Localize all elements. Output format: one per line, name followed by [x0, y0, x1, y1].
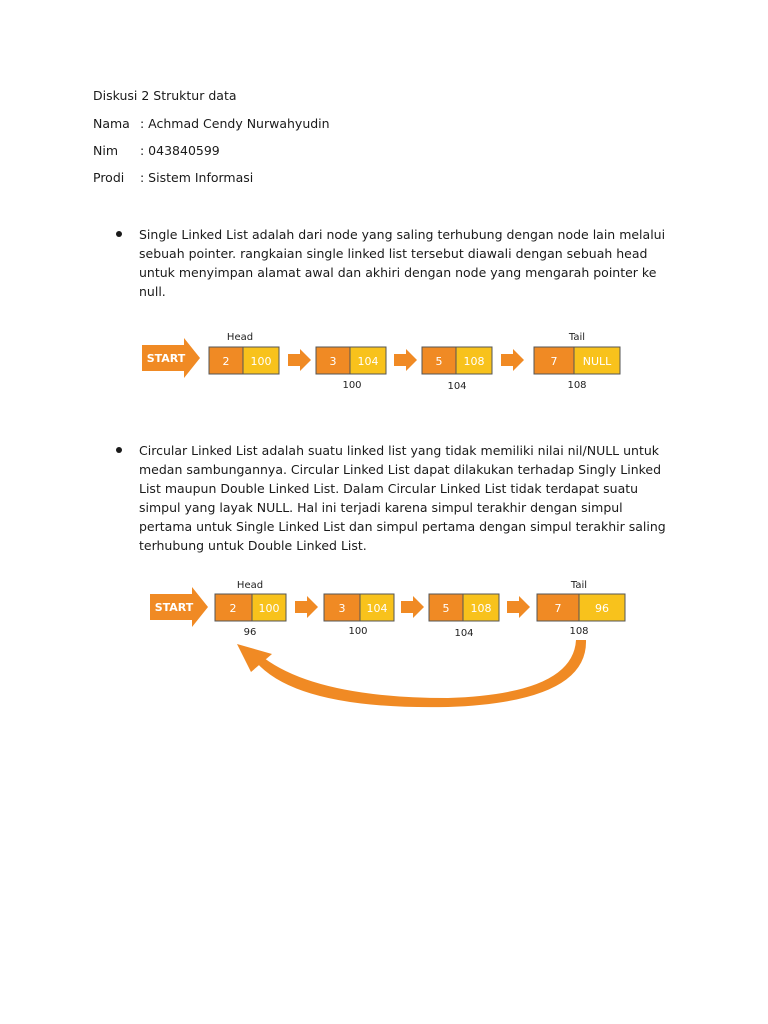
- document-title: Diskusi 2 Struktur data: [93, 88, 237, 103]
- info-label: Prodi: [93, 170, 125, 185]
- single-linked-list-diagram: [140, 328, 640, 394]
- paragraph-circular-linked-list: Circular Linked List adalah suatu linked list yang tidak memiliki nilai nil/NULL untuk medan sambungannya. Circular Linked List dapat dilakukan terhadap Singly Linked List maupun Double Linked List. Dalam Circular Linked List tidak terdapat suatu simpul yang layak NULL. Hal ini terjadi karena simpul terakhir dengan simpul pertama untuk Single Linked List dan simpul pertama dengan simpul terakhir saling terhubung untuk Double Linked List.: [139, 443, 666, 553]
- node-data: 5: [435, 355, 443, 368]
- node-3: [429, 594, 499, 639]
- node-4: [534, 347, 620, 391]
- start-arrow: [142, 338, 200, 378]
- node-pointer: NULL: [582, 355, 612, 368]
- link-arrow-icon: [501, 349, 524, 371]
- info-label: Nama: [93, 116, 130, 131]
- node-pointer: 108: [470, 602, 492, 615]
- circular-linked-list-diagram: [148, 574, 638, 714]
- start-arrow: [150, 587, 208, 627]
- node-pointer: 100: [258, 602, 280, 615]
- node-address: 104: [454, 628, 474, 639]
- circular-return-arrow-icon: [237, 640, 586, 707]
- node-address: 100: [342, 380, 362, 391]
- start-label: START: [146, 352, 186, 365]
- node-2: [324, 594, 394, 637]
- node-address: 104: [447, 381, 467, 392]
- node-pointer: 104: [366, 602, 388, 615]
- node-data: 7: [554, 602, 562, 615]
- node-data: 5: [442, 602, 450, 615]
- node-pointer: 104: [357, 355, 379, 368]
- start-label: START: [154, 601, 194, 614]
- node-1: [215, 594, 286, 638]
- node-1: [209, 347, 279, 374]
- node-pointer: 96: [595, 602, 609, 615]
- node-data: 2: [229, 602, 237, 615]
- info-label: Nim: [93, 143, 118, 158]
- link-arrow-icon: [295, 596, 318, 618]
- node-data: 7: [550, 355, 558, 368]
- tail-label: Tail: [570, 580, 588, 591]
- bullet-icon: [116, 447, 122, 453]
- node-data: 3: [338, 602, 346, 615]
- node-4: [537, 594, 625, 637]
- info-value: : 043840599: [140, 143, 220, 158]
- bullet-icon: [116, 231, 122, 237]
- node-data: 3: [329, 355, 337, 368]
- info-value: : Achmad Cendy Nurwahyudin: [140, 116, 330, 131]
- link-arrow-icon: [394, 349, 417, 371]
- node-address: 96: [243, 627, 257, 638]
- node-address: 108: [567, 380, 587, 391]
- link-arrow-icon: [288, 349, 311, 371]
- paragraph-single-linked-list: Single Linked List adalah dari node yang saling terhubung dengan node lain melalui sebuah pointer. rangkaian single linked list tersebut diawali dengan sebuah head untuk menyimpan alamat awal dan akhiri dengan node yang mengarah pointer ke null.: [139, 227, 666, 299]
- node-pointer: 108: [463, 355, 485, 368]
- node-3: [422, 347, 492, 392]
- node-2: [316, 347, 386, 391]
- link-arrow-icon: [401, 596, 424, 618]
- tail-label: Tail: [568, 332, 586, 343]
- node-address: 108: [569, 626, 589, 637]
- node-data: 2: [222, 355, 230, 368]
- head-label: Head: [226, 332, 254, 343]
- node-address: 100: [348, 626, 368, 637]
- info-value: : Sistem Informasi: [140, 170, 254, 185]
- head-label: Head: [236, 580, 264, 591]
- link-arrow-icon: [507, 596, 530, 618]
- node-pointer: 100: [250, 355, 272, 368]
